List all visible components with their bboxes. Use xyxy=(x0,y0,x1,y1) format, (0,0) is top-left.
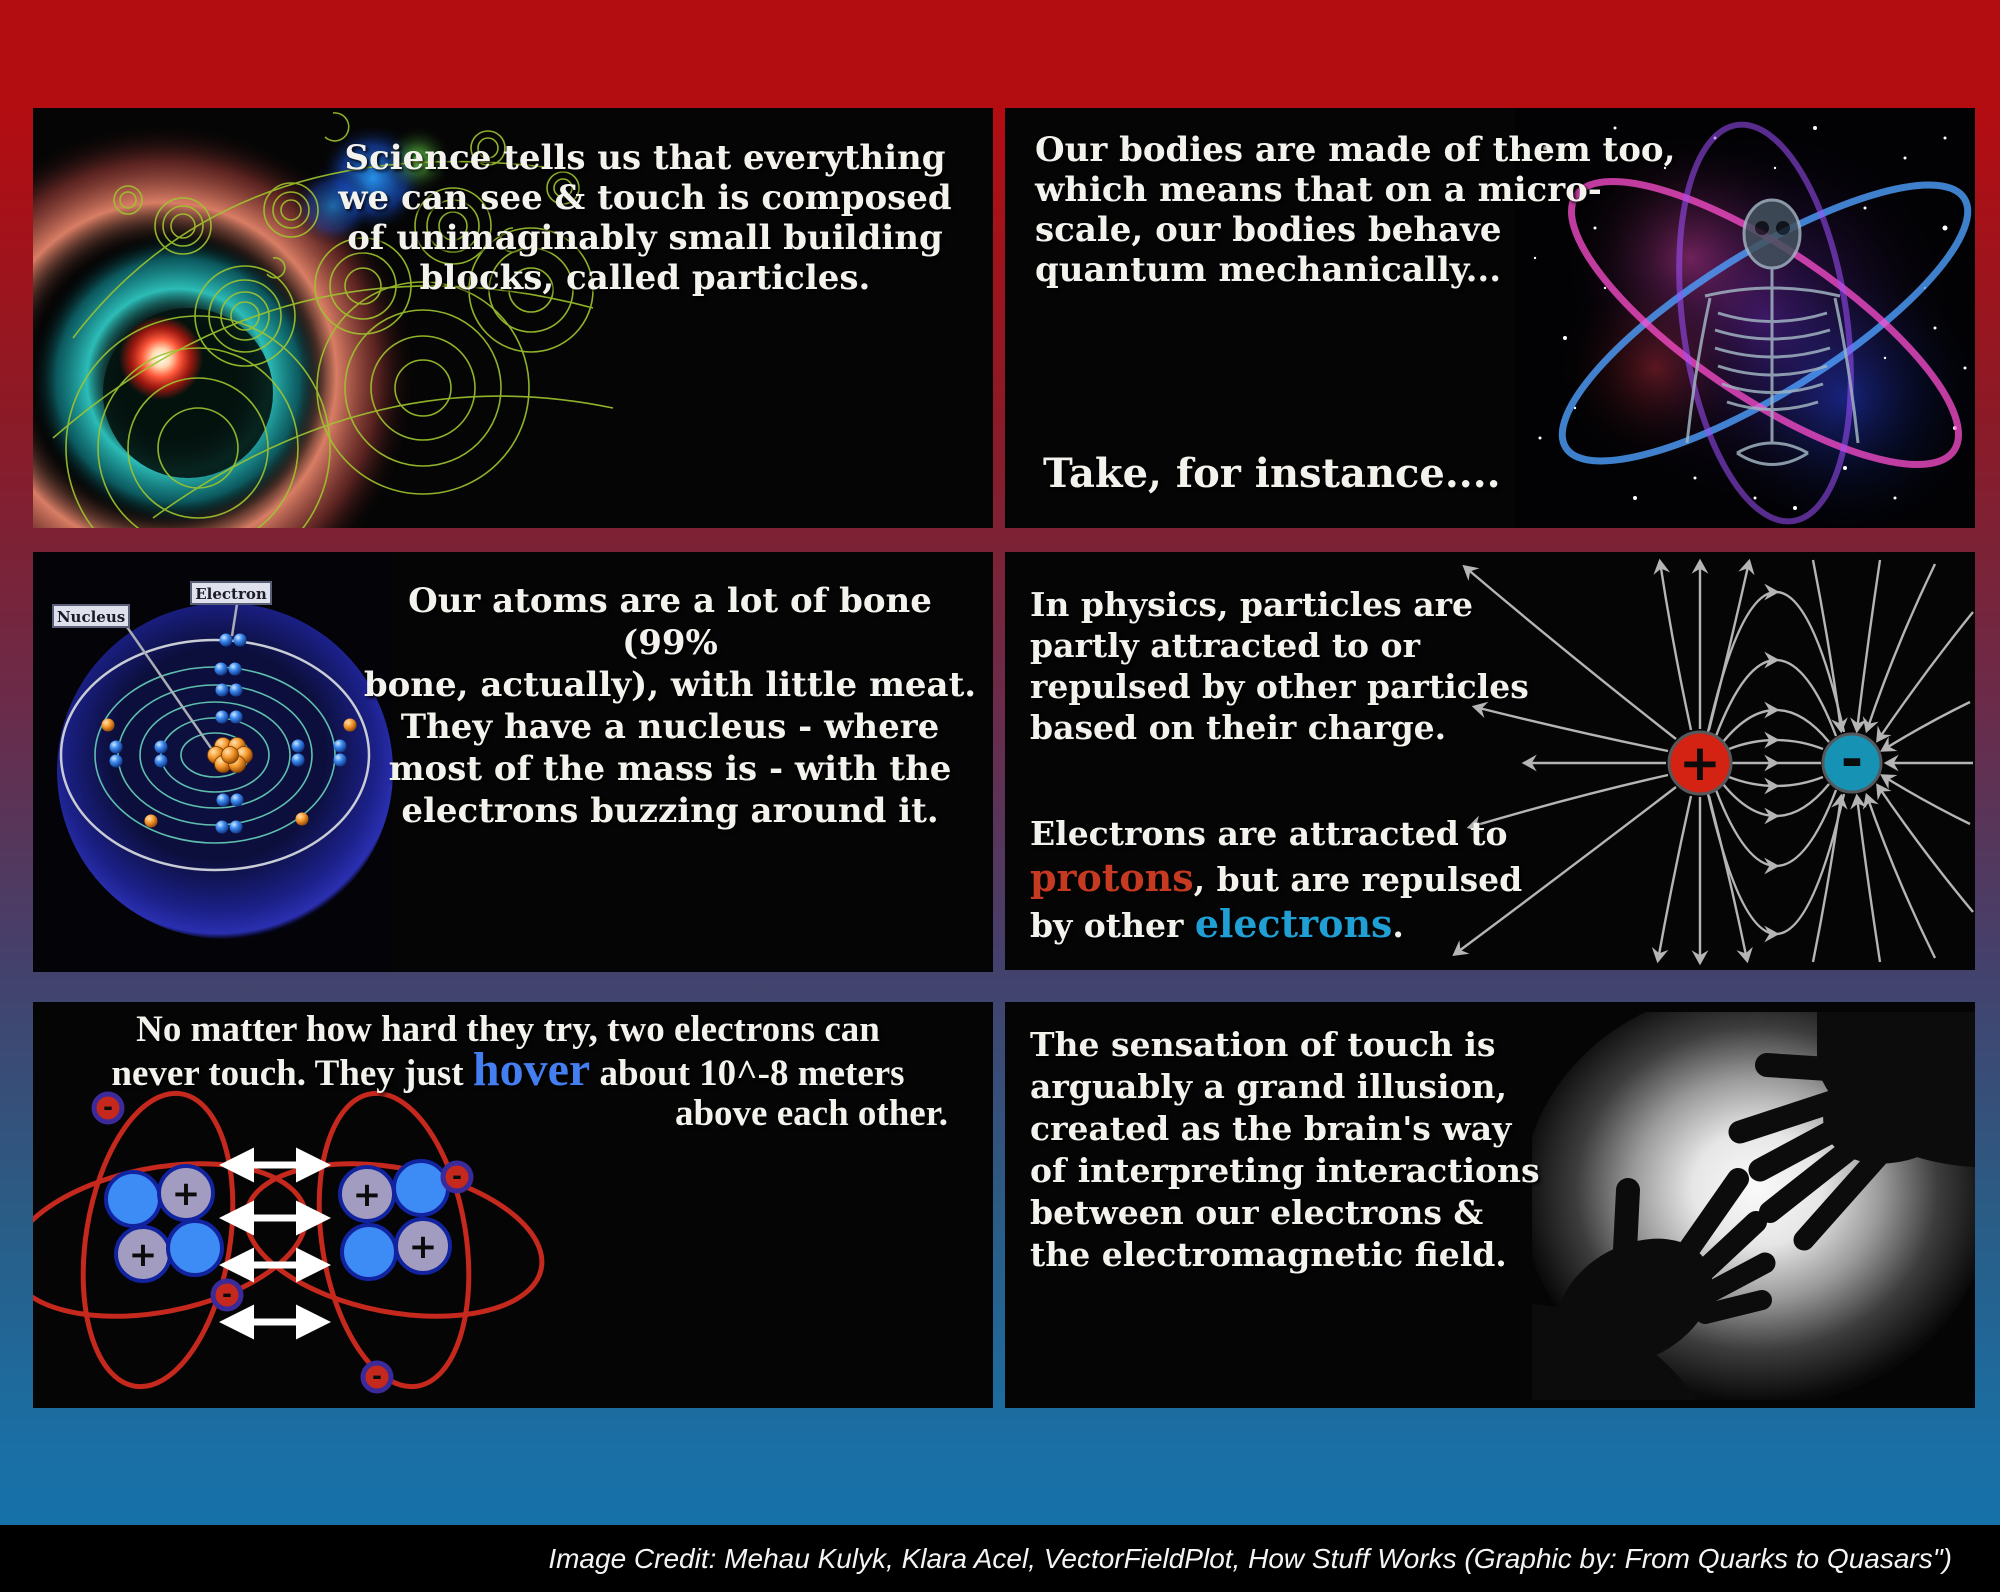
panel6-text xyxy=(1030,1024,1540,1276)
plus-sign: + xyxy=(171,1174,201,1214)
minus-sign: - xyxy=(103,1093,113,1121)
text-line: we can see & touch is composed xyxy=(338,178,952,218)
glowing-particle xyxy=(119,316,203,400)
touching-hands-art xyxy=(1532,1012,1975,1400)
minus-sign: - xyxy=(452,1162,462,1190)
panel-electrons-hover xyxy=(33,1002,993,1408)
panel4-text-charge xyxy=(1030,584,1610,748)
text-line: arguably a grand illusion, xyxy=(1030,1067,1507,1106)
text-line: In physics, particles are xyxy=(1030,585,1474,624)
panel4-text-attraction xyxy=(1030,812,1630,948)
plus-sign: + xyxy=(352,1175,382,1215)
panel-touch-illusion xyxy=(1005,1002,1975,1408)
atom1-nucleus xyxy=(106,1166,222,1281)
repulsion-arrows xyxy=(233,1165,317,1322)
text-line: based on their charge. xyxy=(1030,708,1447,747)
credit-bar xyxy=(0,1525,2000,1592)
text-line: No matter how hard they try, two electrons can xyxy=(136,1009,880,1050)
panel2-text xyxy=(1035,130,1685,290)
panel2-take-for-instance: Take, for instance.... xyxy=(1043,450,1501,497)
text-line: blocks, called particles. xyxy=(419,258,871,298)
text-line: never touch. They just hover about 10^-8 meters xyxy=(111,1043,905,1096)
panel-atom-structure xyxy=(33,552,993,972)
svg-text:Nucleus: Nucleus xyxy=(56,608,126,626)
hover-word: hover xyxy=(472,1043,591,1096)
electrons-word: electrons xyxy=(1194,901,1393,946)
text-line: protons, but are repulsed xyxy=(1030,855,1523,900)
svg-text:Electron: Electron xyxy=(195,585,267,603)
text-line: repulsed by other particles xyxy=(1030,667,1529,706)
electron-label xyxy=(191,582,271,604)
text-line: The sensation of touch is xyxy=(1030,1025,1496,1064)
text-line: partly attracted to or xyxy=(1030,626,1420,665)
nucleus-label xyxy=(53,605,129,627)
text-line: most of the mass is - with the xyxy=(388,749,952,789)
text-line: They have a nucleus - where xyxy=(400,707,940,747)
text-line: scale, our bodies behave xyxy=(1035,210,1502,250)
atom-diagram xyxy=(33,552,393,972)
text-line: between our electrons & xyxy=(1030,1193,1484,1232)
plus-sign: + xyxy=(408,1227,438,1267)
panel-quantum-bodies xyxy=(1005,108,1975,528)
minus-sign: - xyxy=(222,1280,232,1308)
positive-charge xyxy=(1669,732,1731,794)
protons-word: protons xyxy=(1030,855,1194,900)
text-line: of interpreting interactions xyxy=(1030,1151,1540,1190)
text-line: which means that on a micro- xyxy=(1035,170,1602,210)
text-line: quantum mechanically... xyxy=(1035,250,1502,290)
panel-building-blocks xyxy=(33,108,993,528)
text-line: Our bodies are made of them too, xyxy=(1035,130,1676,170)
panel-charge-attraction xyxy=(1005,552,1975,970)
text-line: the electromagnetic field. xyxy=(1030,1235,1507,1274)
text-line: Our atoms are a lot of bone (99% xyxy=(408,581,932,663)
panel3-text xyxy=(359,580,981,832)
image-credit-text: Image Credit: Mehau Kulyk, Klara Acel, VectorFieldPlot, How Stuff Works (Graphic by: From Quarks to Quasars") xyxy=(548,1543,1952,1574)
plus-sign: + xyxy=(1679,734,1721,792)
text-line: Electrons are attracted to xyxy=(1030,814,1508,853)
text-line: created as the brain's way xyxy=(1030,1109,1512,1148)
minus-sign: - xyxy=(372,1362,382,1390)
text-line: bone, actually), with little meat. xyxy=(363,665,977,705)
panel1-text xyxy=(305,138,985,298)
plus-sign: + xyxy=(128,1235,158,1275)
panel5-text xyxy=(33,1010,983,1134)
text-line: of unimaginably small building xyxy=(347,218,943,258)
text-line: electrons buzzing around it. xyxy=(401,791,939,831)
minus-sign: - xyxy=(1840,728,1864,791)
text-line: above each other. xyxy=(674,1093,948,1134)
text-line: by other electrons. xyxy=(1030,901,1404,946)
text-line: Science tells us that everything xyxy=(344,138,946,178)
